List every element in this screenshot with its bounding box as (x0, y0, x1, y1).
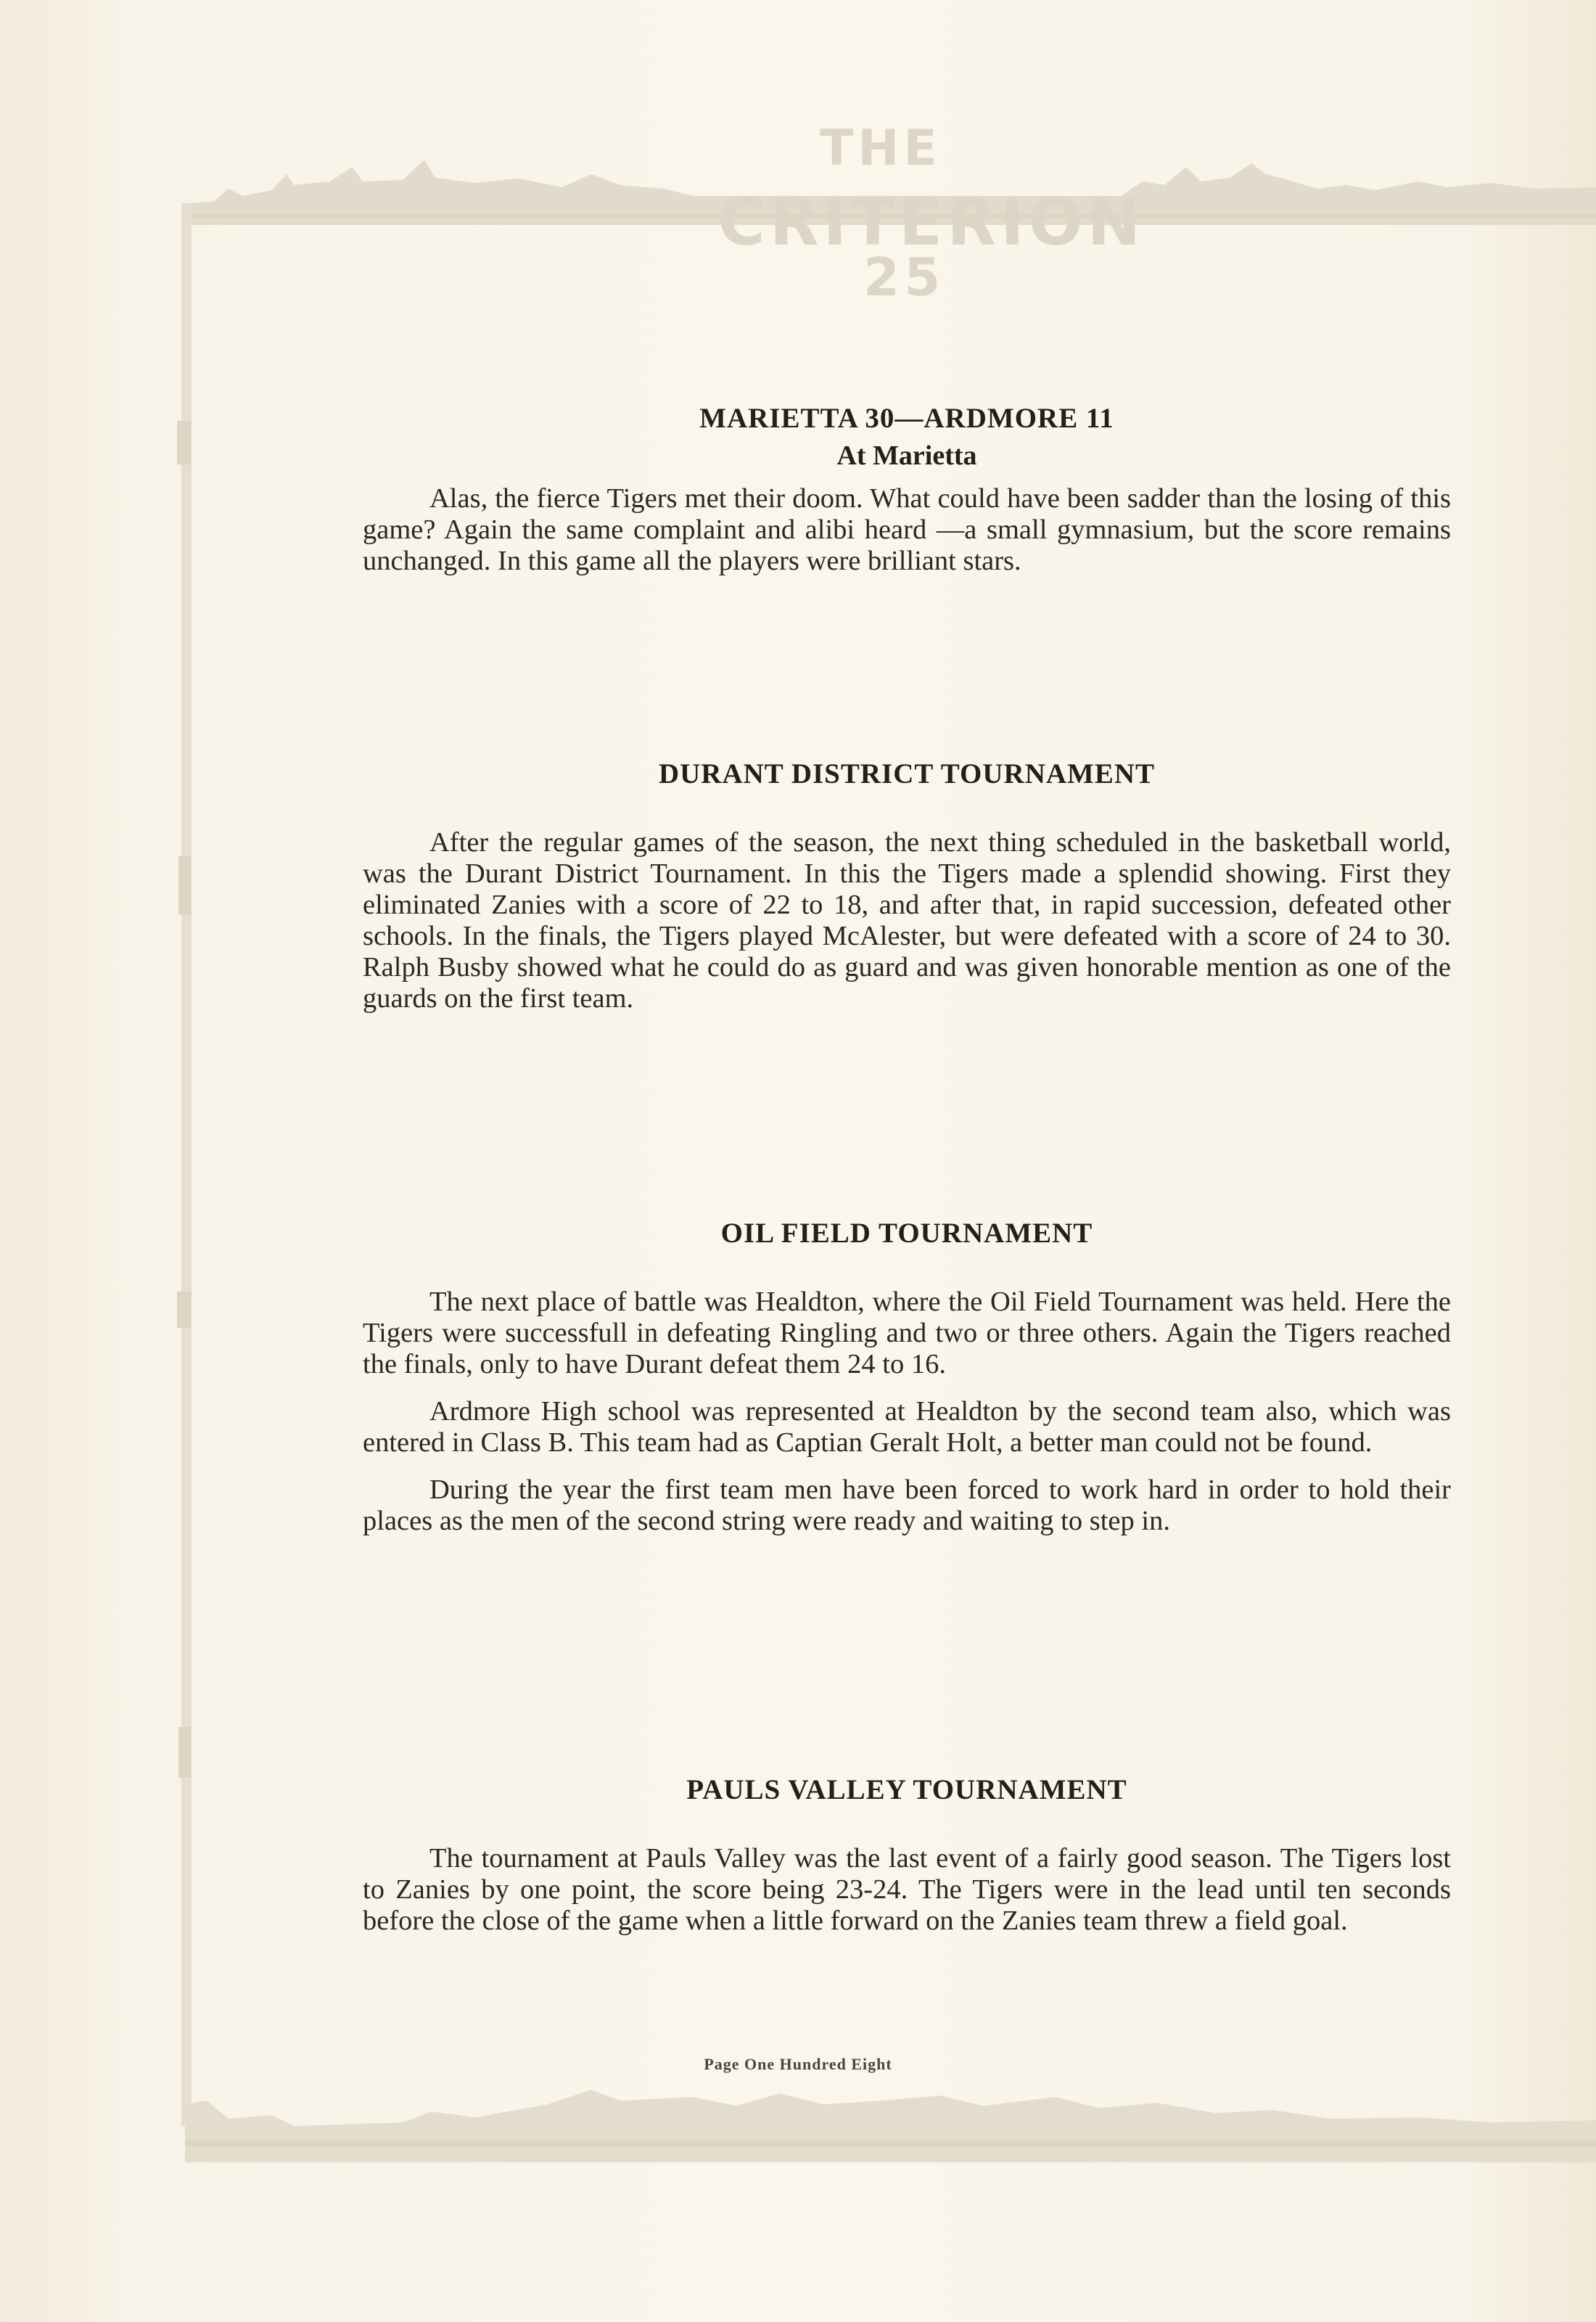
section-heading: DURANT DISTRICT TOURNAMENT (658, 758, 1156, 789)
page-number-footer: Page One Hundred Eight (704, 2055, 892, 2073)
left-decorative-border (174, 203, 203, 2126)
masthead-year: 25 (863, 247, 945, 308)
masthead-criterion: CRITERION (718, 185, 1145, 260)
section-paragraph: Ardmore High school was represented at Healdton by the second team also, which was entered in Class B. This team had as Captian Geralt Holt, a better man could not be found. (363, 1396, 1451, 1458)
section-marietta (363, 401, 1451, 577)
criterion-masthead-logo (711, 120, 1145, 308)
section-paragraph: The next place of battle was Healdton, where the Oil Field Tournament was held. Here the Tigers were successfull in defeating Ringling and two or three others. Again the Tigers reached the finals, only to have Durant defeat them 24 to 16. (363, 1287, 1451, 1379)
section-paragraph: After the regular games of the season, the next thing scheduled in the basketball world, was the Durant District Tournament. In this the Tigers made a splendid showing. First they eliminated Zanies with a score of 22 to 18, and after that, in rapid succession, defeated other schools. In the finals, the Tigers played McAlester, but were defeated with a score of 24 to 30. Ralph Busby showed what he could do as guard and was given honorable mention as one of the guards on the first team. (363, 827, 1451, 1014)
section-paragraph: The tournament at Pauls Valley was the last event of a fairly good season. The Tigers lost to Zanies by one point, the score being 23-24. The Tigers were in the lead until ten seconds before the close of the game when a little forward on the Zanies team threw a field goal. (363, 1843, 1451, 1936)
masthead-the: THE (820, 120, 942, 177)
section-heading: MARIETTA 30—ARDMORE 11 (699, 403, 1114, 434)
section-oil-field (363, 1215, 1451, 1537)
section-pauls-valley (363, 1772, 1451, 1937)
section-durant-district (363, 756, 1451, 1014)
section-heading: OIL FIELD TOURNAMENT (720, 1218, 1093, 1249)
section-subheading: At Marietta (836, 440, 977, 471)
section-paragraph: During the year the first team men have been forced to work hard in order to hold their places as the men of the second string were ready and waiting to step in. (363, 1474, 1451, 1536)
section-heading: PAULS VALLEY TOURNAMENT (686, 1774, 1127, 1805)
bottom-skyline-border (185, 2061, 1596, 2162)
section-paragraph: Alas, the fierce Tigers met their doom. What could have been sadder than the losing of this game? Again the same complaint and alibi heard —a small gymnasium, but the score remains unchanged. In this game all the players were brilliant stars. (363, 483, 1451, 576)
